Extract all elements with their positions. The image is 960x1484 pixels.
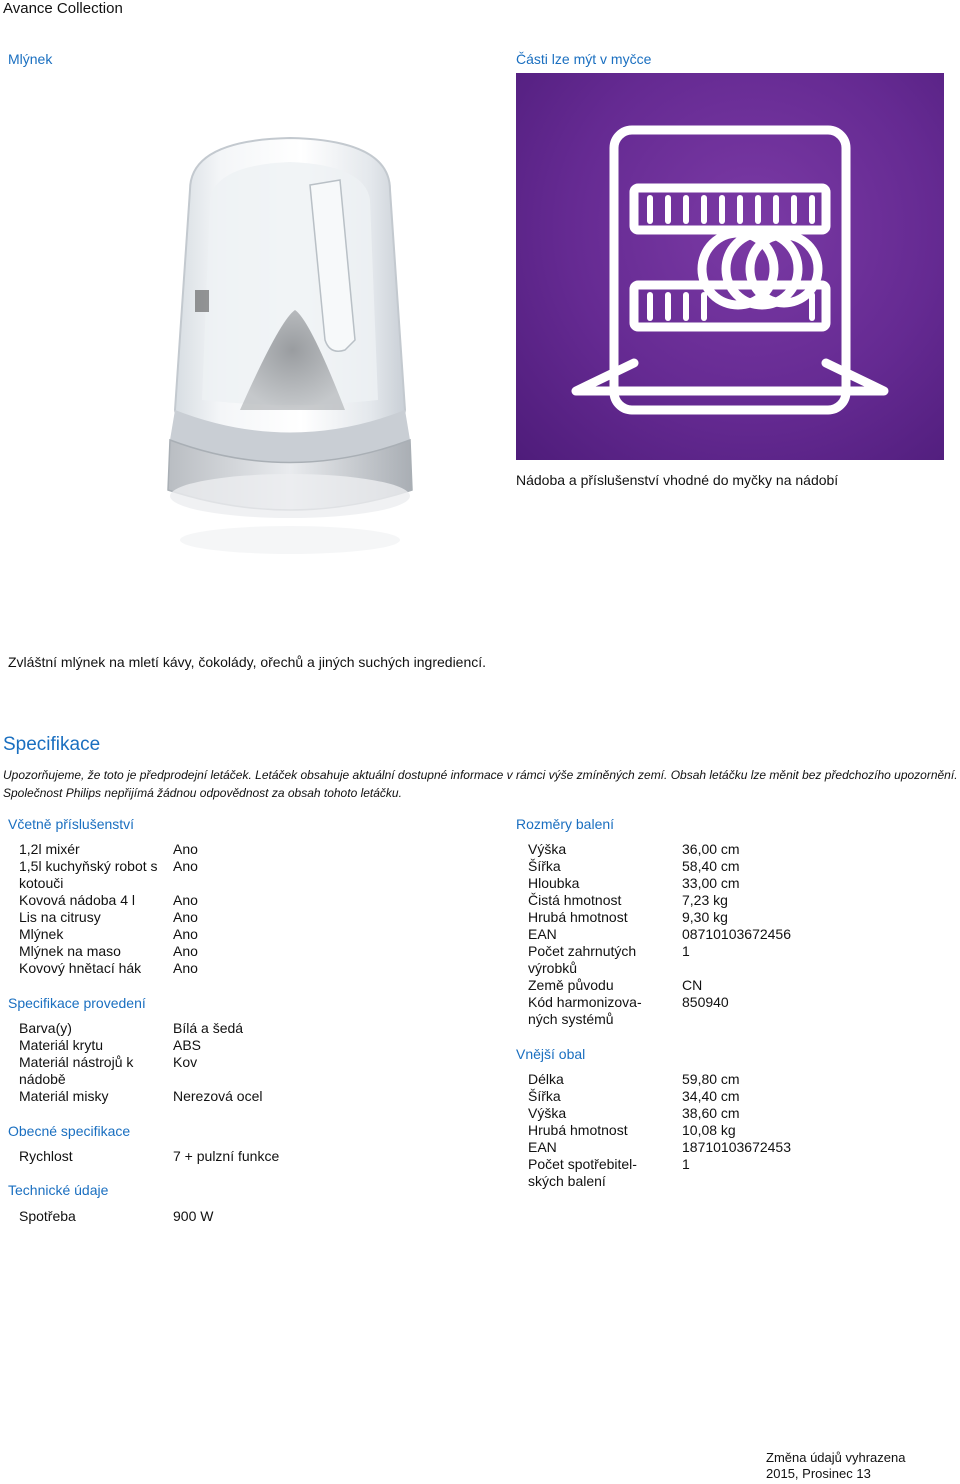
spec-key: Mlýnek na maso bbox=[19, 943, 121, 959]
feature-title-grinder: Mlýnek bbox=[8, 51, 53, 67]
footer-line-2: 2015, Prosinec 13 bbox=[766, 1466, 871, 1481]
spec-key: Počet zahrnutých výrobků bbox=[528, 943, 637, 976]
spec-value: 38,60 cm bbox=[682, 1105, 740, 1121]
spec-row bbox=[19, 1020, 243, 1037]
feature-title-dishwasher: Části lze mýt v myčce bbox=[516, 51, 652, 67]
spec-value: 08710103672456 bbox=[682, 926, 792, 942]
spec-value: Ano bbox=[173, 960, 198, 976]
spec-value: Bílá a šedá bbox=[173, 1020, 244, 1036]
spec-row bbox=[19, 841, 198, 858]
spec-key: Materiál krytu bbox=[19, 1037, 104, 1053]
spec-key: Materiál nástrojů k nádobě bbox=[19, 1054, 134, 1087]
spec-key: Barva(y) bbox=[19, 1020, 72, 1036]
spec-row bbox=[528, 1139, 791, 1156]
spec-key: Mlýnek bbox=[19, 926, 64, 942]
spec-value: 33,00 cm bbox=[682, 875, 740, 891]
grinder-jar-image bbox=[120, 110, 460, 610]
spec-value: 1 bbox=[682, 943, 690, 959]
spec-value: 36,00 cm bbox=[682, 841, 740, 857]
spec-row bbox=[19, 926, 198, 943]
spec-key: Výška bbox=[528, 841, 567, 857]
spec-value: Ano bbox=[173, 858, 198, 874]
spec-value: Kov bbox=[173, 1054, 198, 1070]
spec-value: 59,80 cm bbox=[682, 1071, 740, 1087]
spec-row bbox=[528, 1105, 740, 1122]
spec-value: Ano bbox=[173, 841, 198, 857]
spec-value: 18710103672453 bbox=[682, 1139, 792, 1155]
spec-key: Délka bbox=[528, 1071, 564, 1087]
spec-key: Spotřeba bbox=[19, 1208, 76, 1224]
spec-key: Rychlost bbox=[19, 1148, 73, 1164]
spec-row bbox=[528, 1156, 690, 1190]
spec-value: ABS bbox=[173, 1037, 202, 1053]
spec-key: 1,2l mixér bbox=[19, 841, 80, 857]
group-title-general: Obecné specifikace bbox=[8, 1123, 131, 1139]
spec-key: Kovový hnětací hák bbox=[19, 960, 142, 976]
spec-key: Výška bbox=[528, 1105, 567, 1121]
spec-value: Nerezová ocel bbox=[173, 1088, 263, 1104]
spec-key: Šířka bbox=[528, 1088, 561, 1104]
spec-value: 9,30 kg bbox=[682, 909, 728, 925]
spec-row bbox=[528, 1071, 740, 1088]
spec-row bbox=[19, 858, 198, 892]
spec-row bbox=[19, 892, 198, 909]
spec-row bbox=[528, 909, 728, 926]
footer-note bbox=[766, 1450, 905, 1482]
spec-key: Čistá hmotnost bbox=[528, 892, 622, 908]
spec-row bbox=[528, 1122, 736, 1139]
spec-row bbox=[528, 858, 740, 875]
group-title-accessories: Včetně příslušenství bbox=[8, 816, 135, 832]
spec-value: 1 bbox=[682, 1156, 690, 1172]
feature-caption-grinder: Zvláštní mlýnek na mletí kávy, čokolády, ořechů a jiných suchých ingrediencí. bbox=[8, 654, 487, 670]
spec-value: Ano bbox=[173, 926, 198, 942]
spec-key: Kovová nádoba 4 l bbox=[19, 892, 135, 908]
spec-value: 34,40 cm bbox=[682, 1088, 740, 1104]
section-title-specs: Specifikace bbox=[3, 734, 101, 755]
footer-line-1: Změna údajů vyhrazena bbox=[766, 1450, 906, 1465]
spec-key: EAN bbox=[528, 926, 557, 942]
disclaimer-text: Upozorňujeme, že toto je předprodejní letáček. Letáček obsahuje aktuální dostupné informace v rámci výše zmíněných zemí. Obsah letáčku lze měnit bez předchozího upozornění. Společnost Philips nepřijímá žádnou odpovědnost za obsah tohoto letáčku. bbox=[3, 768, 958, 800]
spec-key: Hrubá hmotnost bbox=[528, 1122, 628, 1138]
spec-value: 7,23 kg bbox=[682, 892, 728, 908]
spec-row bbox=[528, 994, 729, 1028]
spec-row bbox=[528, 841, 740, 858]
spec-key: Lis na citrusy bbox=[19, 909, 101, 925]
spec-row bbox=[19, 1054, 197, 1088]
spec-value: 900 W bbox=[173, 1208, 214, 1224]
group-title-technical: Technické údaje bbox=[8, 1182, 109, 1198]
spec-key: 1,5l kuchyňský robot s kotouči bbox=[19, 858, 158, 891]
spec-row bbox=[19, 1148, 279, 1165]
feature-caption-dishwasher: Nádoba a příslušenství vhodné do myčky na nádobí bbox=[516, 472, 839, 488]
spec-key: Hloubka bbox=[528, 875, 580, 891]
spec-row bbox=[528, 943, 690, 977]
group-title-outer-carton: Vnější obal bbox=[516, 1046, 586, 1062]
spec-key: Šířka bbox=[528, 858, 561, 874]
spec-value: Ano bbox=[173, 892, 198, 908]
spec-value: Ano bbox=[173, 943, 198, 959]
dishwasher-icon bbox=[516, 73, 944, 460]
spec-row bbox=[528, 875, 740, 892]
spec-row bbox=[528, 1088, 740, 1105]
spec-row bbox=[19, 1037, 201, 1054]
spec-row bbox=[528, 977, 702, 994]
spec-value: 850940 bbox=[682, 994, 729, 1010]
spec-value: Ano bbox=[173, 909, 198, 925]
spec-row bbox=[19, 960, 198, 977]
spec-value: 7 + pulzní funkce bbox=[173, 1148, 280, 1164]
spec-row bbox=[19, 1208, 213, 1225]
spec-key: EAN bbox=[528, 1139, 557, 1155]
spec-key: Země původu bbox=[528, 977, 614, 993]
spec-row bbox=[528, 892, 728, 909]
spec-row bbox=[528, 926, 791, 943]
spec-key: Materiál misky bbox=[19, 1088, 109, 1104]
spec-row bbox=[19, 1088, 263, 1105]
spec-row bbox=[19, 943, 198, 960]
spec-value: 10,08 kg bbox=[682, 1122, 736, 1138]
document-title: Avance Collection bbox=[3, 0, 123, 17]
spec-value: CN bbox=[682, 977, 703, 993]
group-title-design: Specifikace provedení bbox=[8, 995, 146, 1011]
spec-row bbox=[19, 909, 198, 926]
spec-value: 58,40 cm bbox=[682, 858, 740, 874]
dishwasher-safe-panel bbox=[516, 73, 944, 460]
spec-key: Kód harmonizova-ných systémů bbox=[528, 994, 642, 1027]
spec-key: Počet spotřebitel-ských balení bbox=[528, 1156, 637, 1189]
group-title-package-dimensions: Rozměry balení bbox=[516, 816, 615, 832]
spec-key: Hrubá hmotnost bbox=[528, 909, 628, 925]
